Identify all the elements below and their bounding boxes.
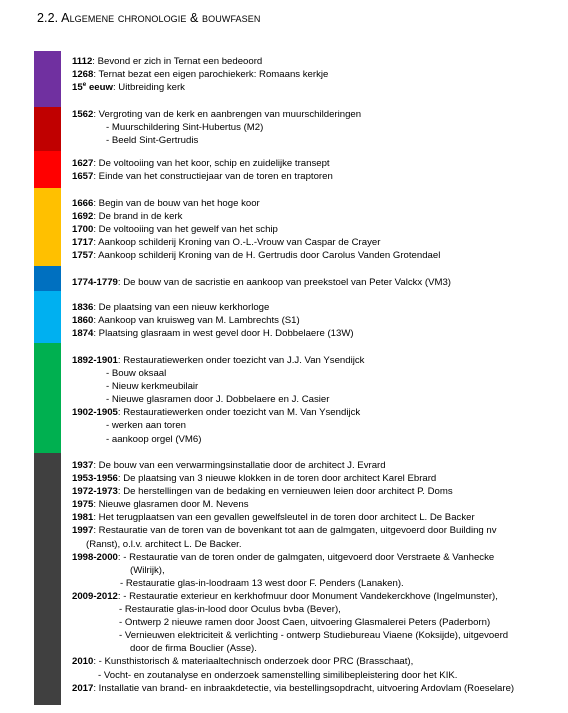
- entry: 1692: De brand in de kerk: [72, 211, 183, 223]
- entry: 1997: Restauratie van de toren van de bovenkant tot aan de galmgaten, uitgevoerd door Building nv: [72, 525, 497, 537]
- entry: 1836: De plaatsing van een nieuw kerkhorloge: [72, 302, 270, 313]
- entry: 1112: Bevond er zich in Ternat een bedeoord: [72, 56, 263, 67]
- entry: 1627: De voltooiing van het koor, schip en zuidelijke transept: [72, 158, 330, 169]
- entry: 2017: Installatie van brand- en inbraakdetectie, via bestellingsopdracht, uitvoering Ardovlam (Roeselare): [72, 682, 515, 694]
- entry: 1892-1901: Restauratiewerken onder toezicht van J.J. Van Ysendijck: [72, 355, 365, 366]
- chronology-group-3: [72, 157, 333, 183]
- entry-sub: - Restauratie glas-in-loodraam 13 west door F. Penders (Lanaken).: [120, 577, 404, 589]
- chronology-group-6: [72, 301, 354, 340]
- entry: 1268: Ternat bezat een eigen parochiekerk: Romaans kerkje: [72, 69, 329, 81]
- entry-sub: - Bouw oksaal: [106, 368, 167, 380]
- band-green: [34, 343, 61, 453]
- band-darkred: [34, 107, 61, 151]
- chronology-group-1: [72, 55, 328, 94]
- entry: 1774-1779: De bouw van de sacristie en aankoop van preekstoel van Peter Valckx (VM3): [72, 277, 452, 288]
- entry-sub: - Nieuwe glasramen door J. Dobbelaere en J. Casier: [106, 394, 330, 406]
- chronology-group-2: [72, 108, 361, 147]
- entry: 1972-1973: De herstellingen van de bedaking en vernieuwen leien door architect P. Doms: [72, 486, 453, 498]
- entry: 1657: Einde van het constructiejaar van de toren en traptoren: [72, 171, 333, 183]
- entry: 1975: Nieuwe glasramen door M. Nevens: [72, 499, 249, 511]
- entry: 2009-2012: - Restauratie exterieur en kerkhofmuur door Monument Vandekerckhove (Ingelmunster),: [72, 590, 498, 602]
- entry-sub: - Nieuw kerkmeubilair: [106, 381, 199, 393]
- band-gray: [34, 453, 61, 705]
- band-red: [34, 151, 61, 188]
- entry-sub: - Ontwerp 2 nieuwe ramen door Joost Caen, uitvoering Glasmalerei Peters (Paderborn): [119, 617, 491, 629]
- chronology-group-8: [72, 459, 514, 695]
- entry: 15e eeuw: Uitbreiding kerk: [72, 81, 185, 94]
- chronology-group-7: [72, 354, 364, 446]
- entry: 2010: - Kunsthistorisch & materiaaltechnisch onderzoek door PRC (Brasschaat),: [72, 656, 414, 668]
- entry: 1860: Aankoop van kruisweg van M. Lambrechts (S1): [72, 315, 300, 327]
- band-lightblue: [34, 291, 61, 343]
- entry: 1700: De voltooiing van het gewelf van het schip: [72, 224, 278, 236]
- entry-sub: - Vernieuwen elektriciteit & verlichting - ontwerp Studiebureau Viaene (Koksijde), uitgevoerd: [119, 630, 509, 642]
- entry-sub: - Beeld Sint-Gertrudis: [106, 135, 199, 147]
- section-number: 2.2.: [37, 11, 59, 25]
- entry: 1902-1905: Restauratiewerken onder toezicht van M. Van Ysendijck: [72, 407, 361, 419]
- entry: 1757: Aankoop schilderij Kroning van de H. Gertrudis door Carolus Vanden Grotendael: [72, 250, 441, 262]
- band-yellow: [34, 188, 61, 266]
- entry-sub: - Vocht- en zoutanalyse en onderzoek samenstelling similibepleistering door het KIK.: [98, 669, 458, 681]
- entry: 1937: De bouw van een verwarmingsinstallatie door de architect J. Evrard: [72, 460, 386, 471]
- entry-continuation: door de firma Bouclier (Asse).: [130, 643, 257, 655]
- section-title-text: Algemene chronologie & bouwfasen: [61, 11, 261, 25]
- entry-sub: - aankoop orgel (VM6): [106, 433, 202, 445]
- entry: 1717: Aankoop schilderij Kroning van O.-L.-Vrouw van Caspar de Crayer: [72, 237, 381, 249]
- entry-continuation: (Wilrijk),: [130, 564, 165, 576]
- entry-continuation: (Ranst), o.l.v. architect L. De Backer.: [86, 538, 242, 550]
- chronology-group-4: [72, 197, 440, 262]
- entry: 1562: Vergroting van de kerk en aanbrengen van muurschilderingen: [72, 109, 362, 120]
- entry-sub: - werken aan toren: [106, 420, 186, 432]
- chronology-group-5: [72, 276, 451, 289]
- entry-sub: - Restauratie glas-in-lood door Oculus bvba (Bever),: [119, 604, 341, 616]
- entry: 1666: Begin van de bouw van het hoge koor: [72, 198, 260, 209]
- entry-sub: - Muurschildering Sint-Hubertus (M2): [106, 122, 264, 134]
- entry: 1874: Plaatsing glasraam in west gevel door H. Dobbelaere (13W): [72, 328, 354, 340]
- band-purple: [34, 51, 61, 107]
- section-title: [37, 11, 260, 25]
- band-blue: [34, 266, 61, 291]
- entry: 1998-2000: - Restauratie van de toren onder de galmgaten, uitgevoerd door Verstraete & Vanhecke: [72, 551, 495, 563]
- entry: 1981: Het terugplaatsen van een gevallen gewelfsleutel in de toren door architect L. De Backer: [72, 512, 475, 524]
- entry: 1953-1956: De plaatsing van 3 nieuwe klokken in de toren door architect Karel Ebrard: [72, 473, 437, 485]
